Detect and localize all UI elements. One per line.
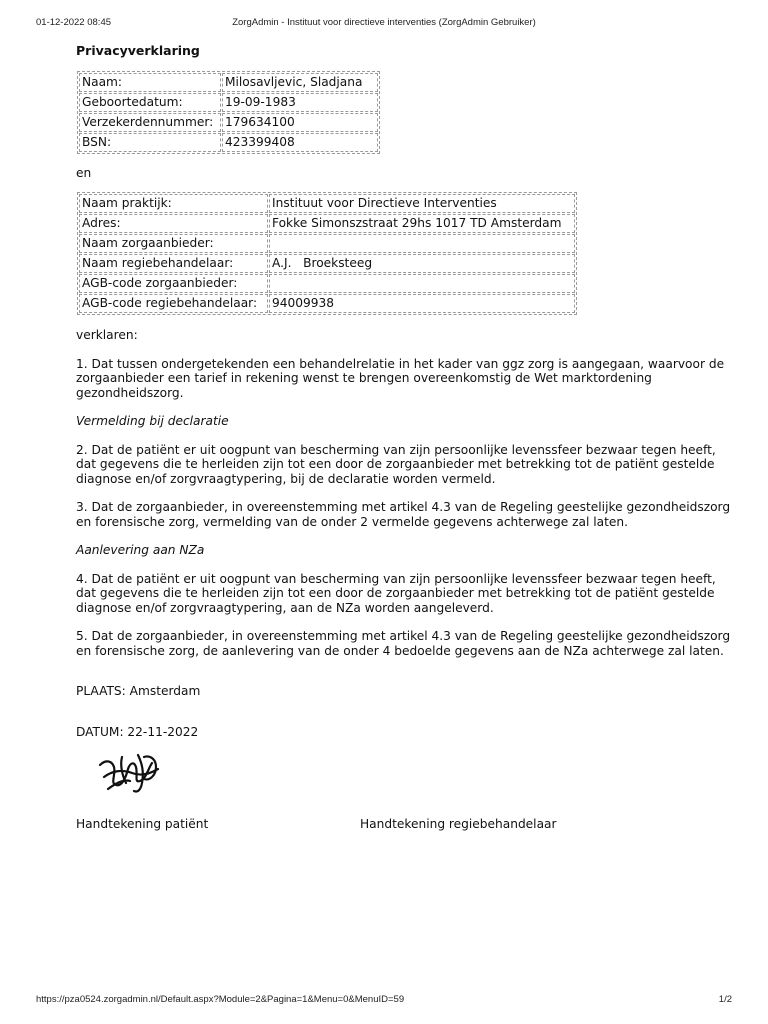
section-heading-declaratie: Vermelding bij declaratie [76, 414, 229, 428]
birthdate-value: 19-09-1983 [222, 93, 378, 112]
birthdate-label: Geboortedatum: [79, 93, 221, 112]
bsn-value: 423399408 [222, 133, 378, 152]
paragraph-5: 5. Dat de zorgaanbieder, in overeenstemming met artikel 4.3 van de Regeling geestelijke gezondheidszorg en forensische zorg, de aanlevering van de onder 4 bedoelde gegevens aan de NZa achterwege zal laten. [76, 629, 731, 658]
signature-labels [76, 817, 736, 833]
paragraph-2: 2. Dat de patiënt er uit oogpunt van bescherming van zijn persoonlijke levenssfeer bezwaar tegen heeft, dat gegevens die te herleiden zijn tot een door de zorgaanbieder met betrekking tot de patiënt gestelde diagnose en/of zorgvraagtypering, bij de declaratie worden vermeld. [76, 442, 716, 486]
agb-provider-value [269, 274, 575, 293]
place-text: PLAATS: Amsterdam [76, 684, 201, 698]
practice-name-value: Instituut voor Directieve Interventies [269, 194, 575, 213]
print-header-title: ZorgAdmin - Instituut voor directieve interventies (ZorgAdmin Gebruiker) [232, 17, 536, 28]
care-provider-name-label: Naam zorgaanbieder: [79, 234, 268, 253]
print-footer-page-number: 1/2 [718, 994, 732, 1005]
therapist-name-value: A.J. Broeksteeg [269, 254, 575, 273]
patient-name-value: Milosavljevic, Sladjana [222, 73, 378, 92]
document-title: Privacyverklaring [76, 43, 200, 58]
signature-image [98, 749, 162, 795]
address-value: Fokke Simonszstraat 29hs 1017 TD Amsterdam [269, 214, 575, 233]
agb-provider-label: AGB-code zorgaanbieder: [79, 274, 268, 293]
practice-info-table [77, 192, 577, 315]
date-text: DATUM: 22-11-2022 [76, 724, 199, 739]
agb-therapist-label: AGB-code regiebehandelaar: [79, 294, 268, 313]
practice-name-label: Naam praktijk: [79, 194, 268, 213]
print-footer-url: https://pza0524.zorgadmin.nl/Default.aspx?Module=2&Pagina=1&Menu=0&MenuID=59 [36, 994, 405, 1005]
section-heading-nza: Aanlevering aan NZa [76, 543, 205, 557]
patient-name-label: Naam: [79, 73, 221, 92]
table-row [79, 194, 575, 213]
print-header-datetime: 01-12-2022 08:45 [36, 17, 112, 28]
table-row [79, 254, 575, 273]
therapist-name-label: Naam regiebehandelaar: [79, 254, 268, 273]
address-label: Adres: [79, 214, 268, 233]
paragraph-3: 3. Dat de zorgaanbieder, in overeenstemming met artikel 4.3 van de Regeling geestelijke gezondheidszorg en forensische zorg, vermelding van de onder 2 vermelde gegevens achterwege zal laten. [76, 500, 731, 529]
table-row [79, 294, 575, 313]
table-row [79, 113, 378, 132]
paragraph-1: 1. Dat tussen ondergetekenden een behandelrelatie in het kader van ggz zorg is aangegaan, waarvoor de zorgaanbieder een tarief in rekening wenst te brengen overeenkomstig de Wet marktordening gezondheidszorg. [76, 356, 725, 400]
bsn-label: BSN: [79, 133, 221, 152]
table-row [79, 214, 575, 233]
patient-info-table [77, 71, 380, 154]
insurance-number-value: 179634100 [222, 113, 378, 132]
document-body [76, 44, 736, 833]
table-row [79, 274, 575, 293]
table-row [79, 93, 378, 112]
agb-therapist-value: 94009938 [269, 294, 575, 313]
declare-text: verklaren: [76, 328, 138, 342]
table-row [79, 234, 575, 253]
patient-signature-label: Handtekening patiënt [76, 816, 209, 831]
therapist-signature-label: Handtekening regiebehandelaar [360, 816, 557, 831]
table-row [79, 73, 378, 92]
table-row [79, 133, 378, 152]
paragraph-4: 4. Dat de patiënt er uit oogpunt van bescherming van zijn persoonlijke levenssfeer bezwaar tegen heeft, dat gegevens die te herleiden zijn tot een door de zorgaanbieder met betrekking tot de patiënt gestelde diagnose en/of zorgvraagtypering, aan de NZa worden aangeleverd. [76, 571, 716, 615]
insurance-number-label: Verzekerdennummer: [79, 113, 221, 132]
conjunction-text: en [76, 165, 92, 180]
care-provider-name-value [269, 234, 575, 253]
